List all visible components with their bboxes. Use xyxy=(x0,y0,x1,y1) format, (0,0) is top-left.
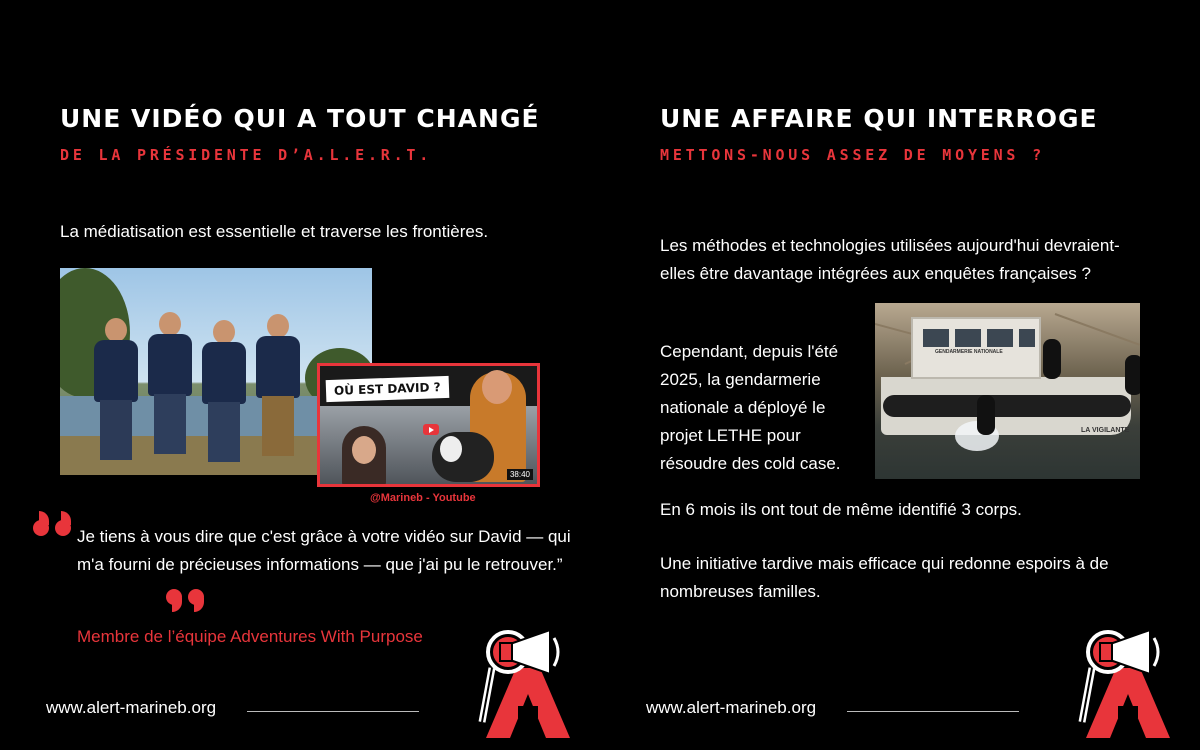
right-paragraph-2: Cependant, depuis l'été 2025, la gendarmerie nationale a déployé le projet LETHE pour résoudre des cold case. xyxy=(660,342,841,473)
left-title: UNE VIDÉO QUI A TOUT CHANGÉ xyxy=(60,104,540,133)
testimonial-quote: Je tiens à vous dire que c'est grâce à votre vidéo sur David — qui m'a fourni de précieuses informations — que j'ai pu le retrouver.” xyxy=(77,527,571,574)
video-duration: 38:40 xyxy=(507,469,533,480)
thumbnail-title: OÙ EST DAVID ? xyxy=(326,376,449,402)
quote-author: Membre de l’équipe Adventures With Purpose xyxy=(77,627,423,646)
left-subtitle: DE LA PRÉSIDENTE D’A.L.E.R.T. xyxy=(60,146,433,164)
boat-photo xyxy=(875,303,1140,479)
youtube-thumbnail[interactable] xyxy=(317,363,540,487)
right-paragraph-4: Une initiative tardive mais efficace qui redonne espoirs à de nombreuses familles. xyxy=(660,554,1109,601)
right-paragraph-1: Les méthodes et technologies utilisées aujourd'hui devraient-elles être davantage intégrées aux enquêtes françaises ? xyxy=(660,236,1120,283)
boat-hull-label: LA VIGILANTE xyxy=(1081,427,1130,434)
boat-cabin-label: GENDARMERIE NATIONALE xyxy=(935,349,1003,355)
website-link[interactable]: www.alert-marineb.org xyxy=(646,698,817,717)
footer-rule xyxy=(247,711,419,712)
megaphone-a-logo xyxy=(478,628,578,738)
footer-rule xyxy=(847,711,1019,712)
right-paragraph-3: En 6 mois ils ont tout de même identifié 3 corps. xyxy=(660,500,1022,519)
right-subtitle: METTONS-NOUS ASSEZ DE MOYENS ? xyxy=(660,146,1045,164)
thumbnail-caption: @Marineb - Youtube xyxy=(370,492,476,504)
left-intro: La médiatisation est essentielle et traverse les frontières. xyxy=(60,222,489,241)
megaphone-a-logo xyxy=(1078,628,1178,738)
website-link[interactable]: www.alert-marineb.org xyxy=(46,698,217,717)
play-icon xyxy=(423,424,439,435)
right-title: UNE AFFAIRE QUI INTERROGE xyxy=(660,104,1098,133)
